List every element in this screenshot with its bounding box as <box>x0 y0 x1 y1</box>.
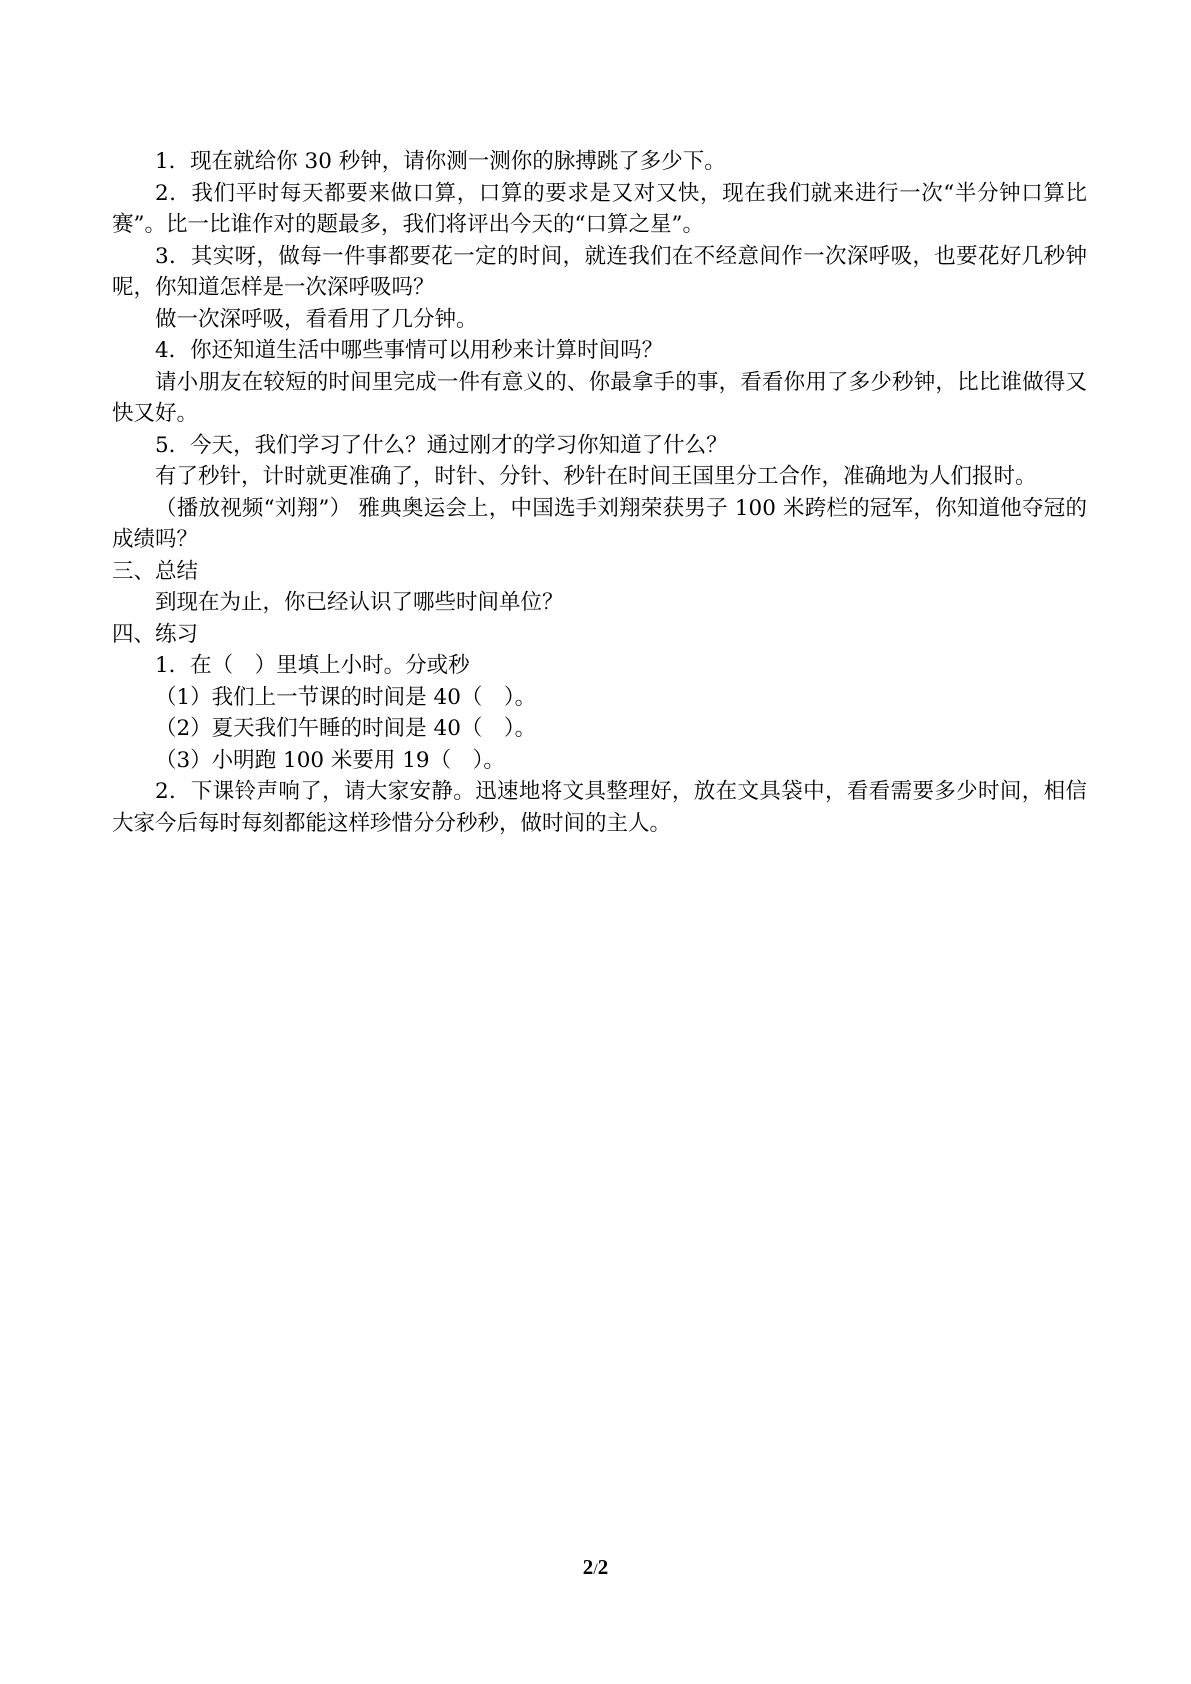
section-heading-practice: 四、练习 <box>112 621 199 647</box>
exercise-item-3: （3）小明跑 100 米要用 19（ ）。 <box>155 747 505 773</box>
paragraph-1: 1．现在就给你 30 秒钟，请你测一测你的脉搏跳了多少下。 <box>155 149 726 174</box>
paragraph-10: 到现在为止，你已经认识了哪些时间单位？ <box>155 590 564 615</box>
page-number <box>0 1555 1191 1582</box>
paragraph-8: 有了秒针，计时就更准确了，时针、分针、秒针在时间王国里分工合作，准确地为人们报时。 <box>155 464 1037 489</box>
paragraph-4: 做一次深呼吸，看看用了几分钟。 <box>155 306 478 332</box>
exercise-paragraph-2: 2．下课铃声响了，请大家安静。迅速地将文具整理好，放在文具袋中，看看需要多少时间，相信大家今后每时每刻都能这样珍惜分分秒秒，做时间的主人。 <box>112 779 1087 836</box>
paragraph-6: 请小朋友在较短的时间里完成一件有意义的、你最拿手的事，看看你用了多少秒钟，比比谁做得又快又好。 <box>112 369 1087 426</box>
document-body <box>112 146 1087 839</box>
paragraph-3: 3．其实呀，做每一件事都要花一定的时间，就连我们在不经意间作一次深呼吸，也要花好几秒钟呢，你知道怎样是一次深呼吸吗？ <box>112 243 1087 300</box>
page-number-separator: / <box>593 1561 598 1578</box>
paragraph-2: 2．我们平时每天都要来做口算，口算的要求是又对又快，现在我们就来进行一次“半分钟口算比赛”。比一比谁作对的题最多，我们将评出今天的“口算之星”。 <box>112 180 1087 237</box>
page-number-current: 2 <box>582 1555 594 1579</box>
exercise-item-2: （2）夏天我们午睡的时间是 40（ ）。 <box>155 716 537 741</box>
page-number-total: 2 <box>597 1555 609 1579</box>
section-heading-summary: 三、总结 <box>112 558 199 584</box>
paragraph-5: 4．你还知道生活中哪些事情可以用秒来计算时间吗？ <box>155 338 664 363</box>
paragraph-9: （播放视频“刘翔”） 雅典奥运会上，中国选手刘翔荣获男子 100 米跨栏的冠军，你知道他夺冠的成绩吗？ <box>112 495 1087 552</box>
paragraph-7: 5．今天，我们学习了什么？通过刚才的学习你知道了什么？ <box>155 432 728 458</box>
exercise-item-1: （1）我们上一节课的时间是 40（ ）。 <box>155 684 537 710</box>
exercise-instruction: 1．在（ ）里填上小时。分或秒 <box>155 653 470 678</box>
